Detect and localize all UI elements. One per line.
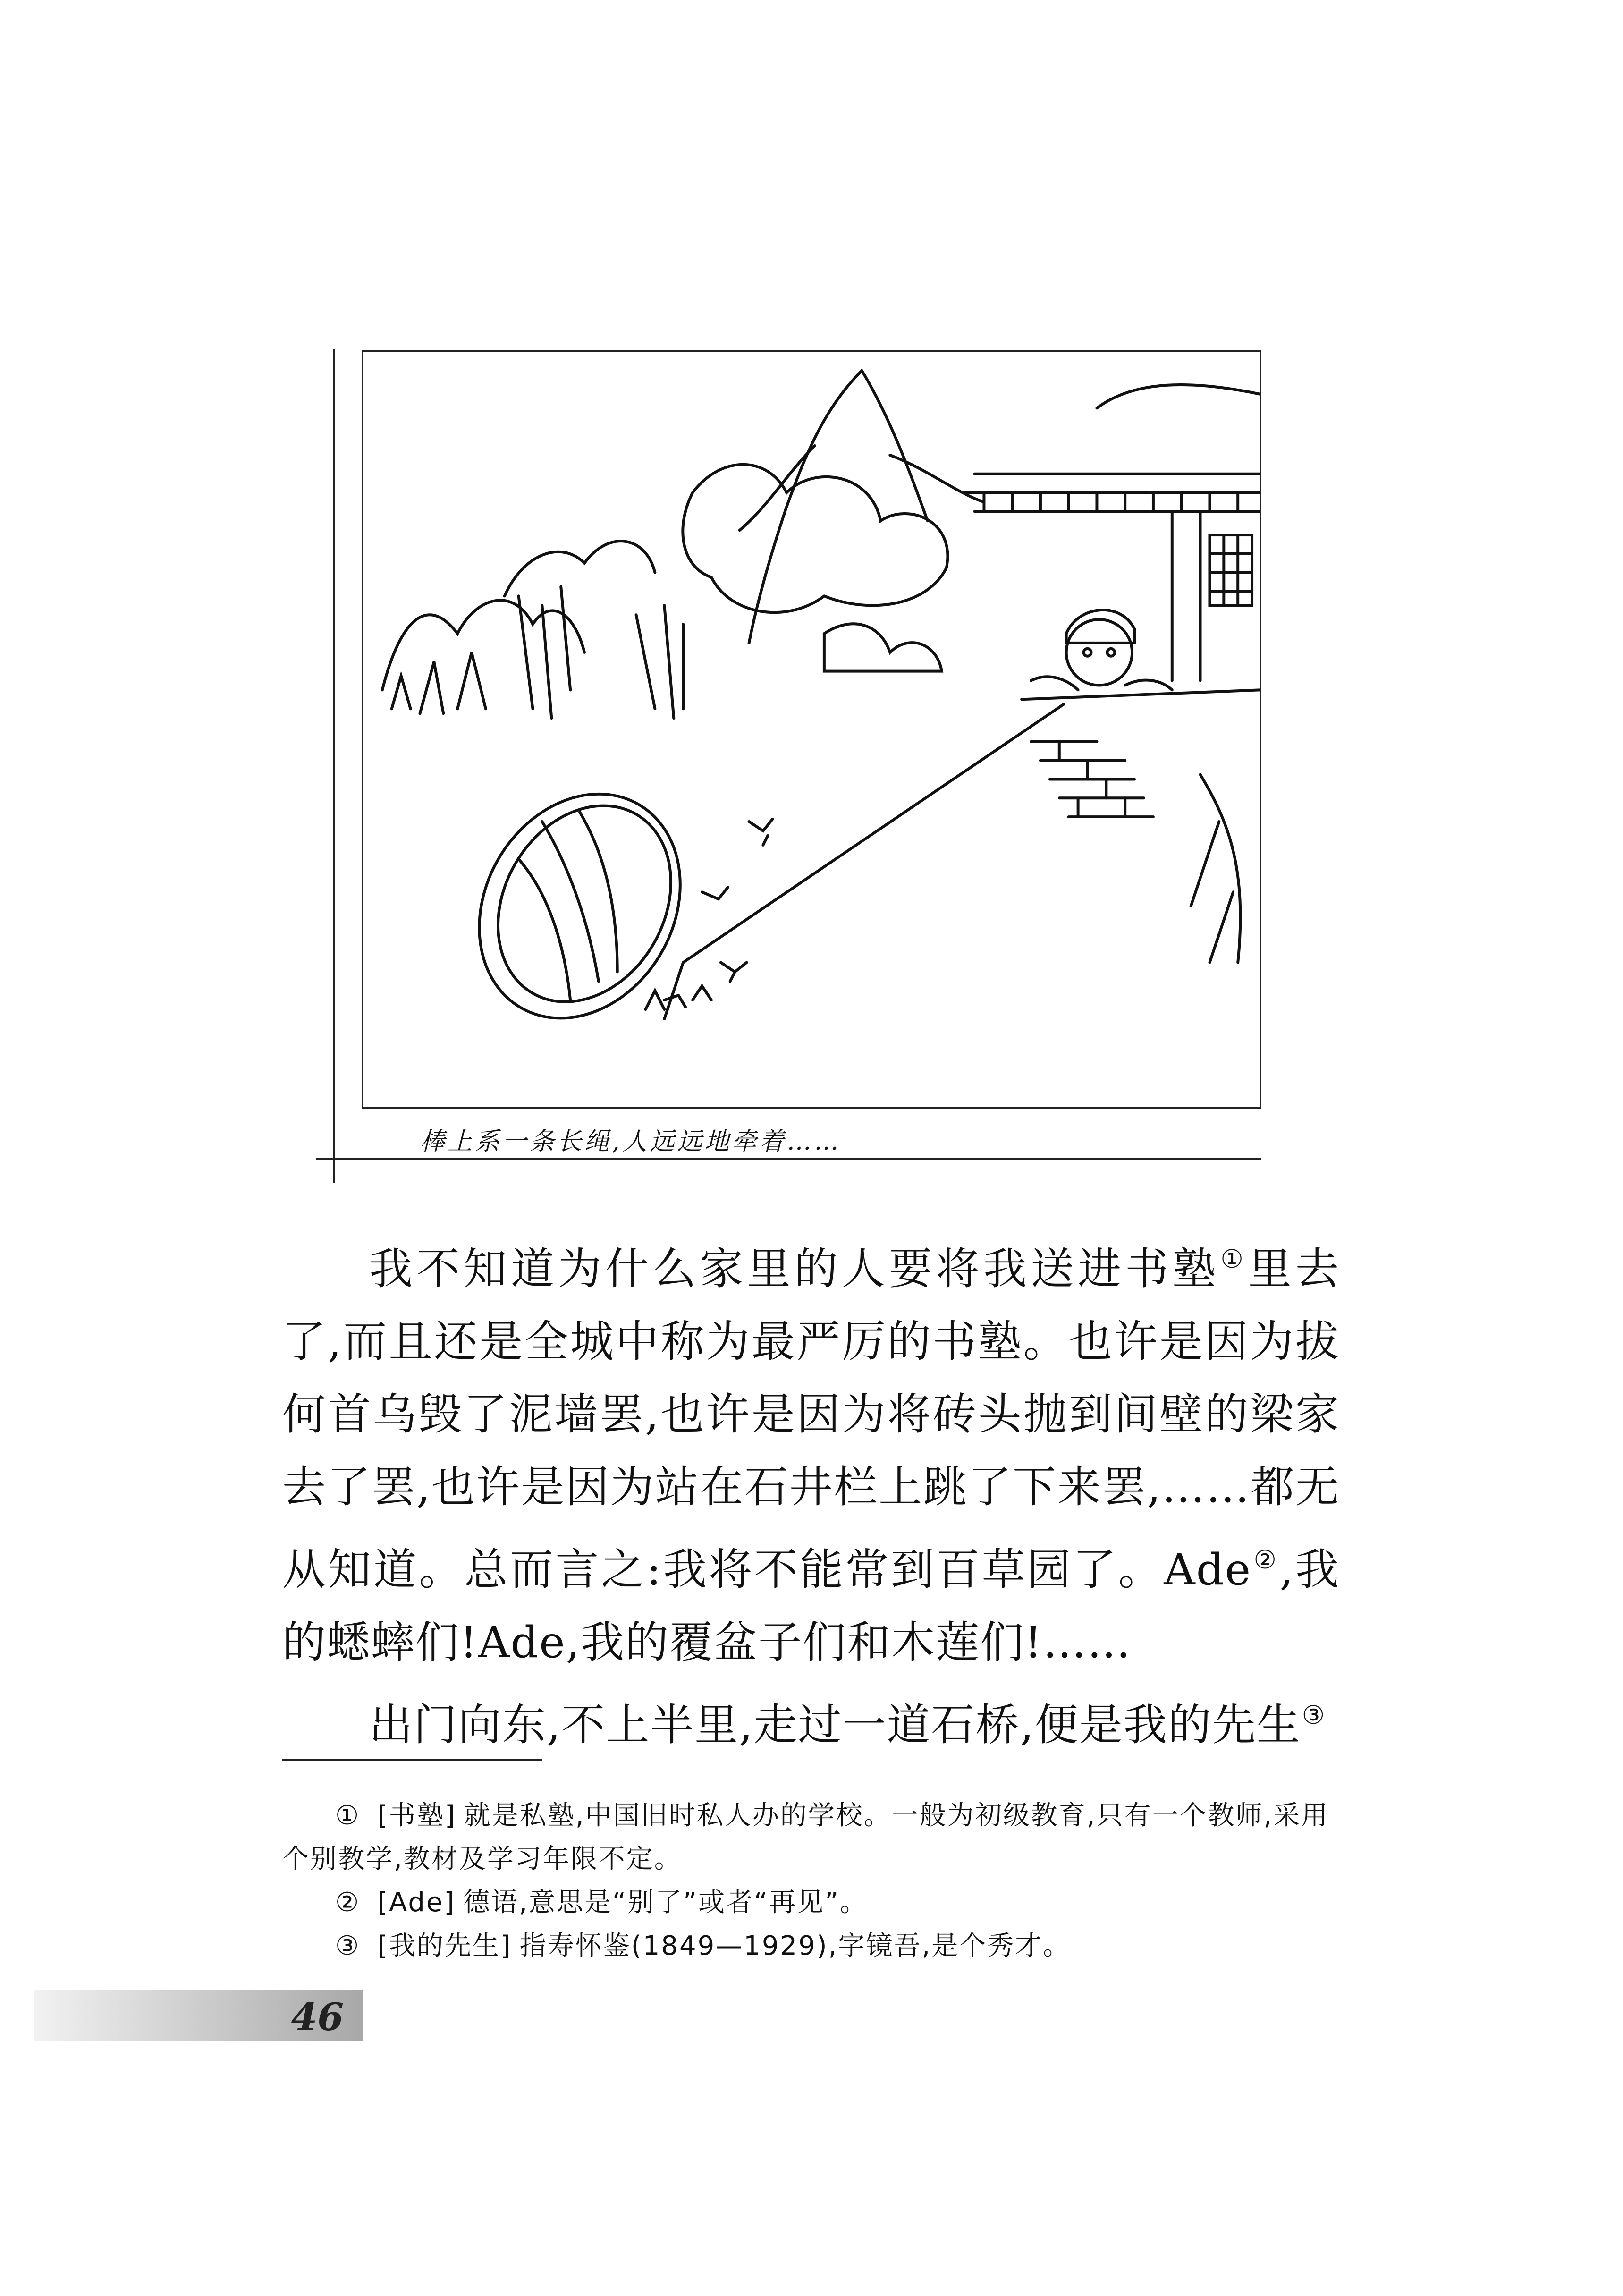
paragraph-1-part-a: 我不知道为什么家里的人要将我送进书塾 <box>369 1244 1220 1294</box>
illustration <box>362 350 1261 1109</box>
footnote-term: [我的先生] <box>377 1931 512 1961</box>
footnote-term: [Ade] <box>377 1887 456 1918</box>
paragraph-1-part-c: ,我的蟋蟀们!Ade,我的覆盆子们和木莲们!…… <box>282 1544 1340 1668</box>
paragraph-2-part-a: 出门向东,不上半里,走过一道石桥,便是我的先生 <box>369 1700 1301 1750</box>
page-number: 46 <box>291 1995 344 2039</box>
footnote-2 <box>282 1881 1340 1924</box>
paragraph-1-part-b: 里去了,而且还是全城中称为最严厉的书塾。也许是因为拔何首乌毁了泥墙罢,也许是因为将砖头抛到间壁的梁家去了罢,也许是因为站在石井栏上跳了下来罢,……都无从知道。总而言之:我将不能常到百草园了。Ade <box>282 1244 1340 1595</box>
figure-left-rule <box>333 349 335 1183</box>
footnote-text: 指寿怀鉴(1849—1929),字镜吾,是个秀才。 <box>519 1931 1071 1961</box>
footnote-3 <box>282 1924 1340 1968</box>
paragraph-2 <box>282 1679 1340 1762</box>
figure-caption: 棒上系一条长绳,人远远地牵着…… <box>420 1127 842 1156</box>
footnote-number: ③ <box>335 1931 361 1961</box>
footnote-ref-2[interactable]: ② <box>1252 1545 1279 1575</box>
footnote-rule <box>282 1759 542 1761</box>
paragraph-1 <box>282 1223 1340 1679</box>
illustration-drawing <box>363 352 1260 1107</box>
footnote-number: ② <box>335 1887 361 1918</box>
footnote-number: ① <box>335 1800 361 1831</box>
page-number-bar <box>34 1990 363 2041</box>
footnote-1 <box>282 1794 1340 1881</box>
footnote-ref-1[interactable]: ① <box>1220 1244 1247 1274</box>
figure-bottom-rule <box>316 1158 1261 1160</box>
footnote-text: 德语,意思是“别了”或者“再见”。 <box>463 1887 868 1918</box>
footnote-text: 就是私塾,中国旧时私人办的学校。一般为初级教育,只有一个教师,采用个别教学,教材及学习年限不定。 <box>282 1800 1329 1874</box>
footnote-term: [书塾] <box>377 1800 456 1831</box>
footnotes <box>282 1794 1340 1968</box>
footnote-ref-3[interactable]: ③ <box>1302 1700 1326 1730</box>
body-text <box>282 1223 1340 1762</box>
